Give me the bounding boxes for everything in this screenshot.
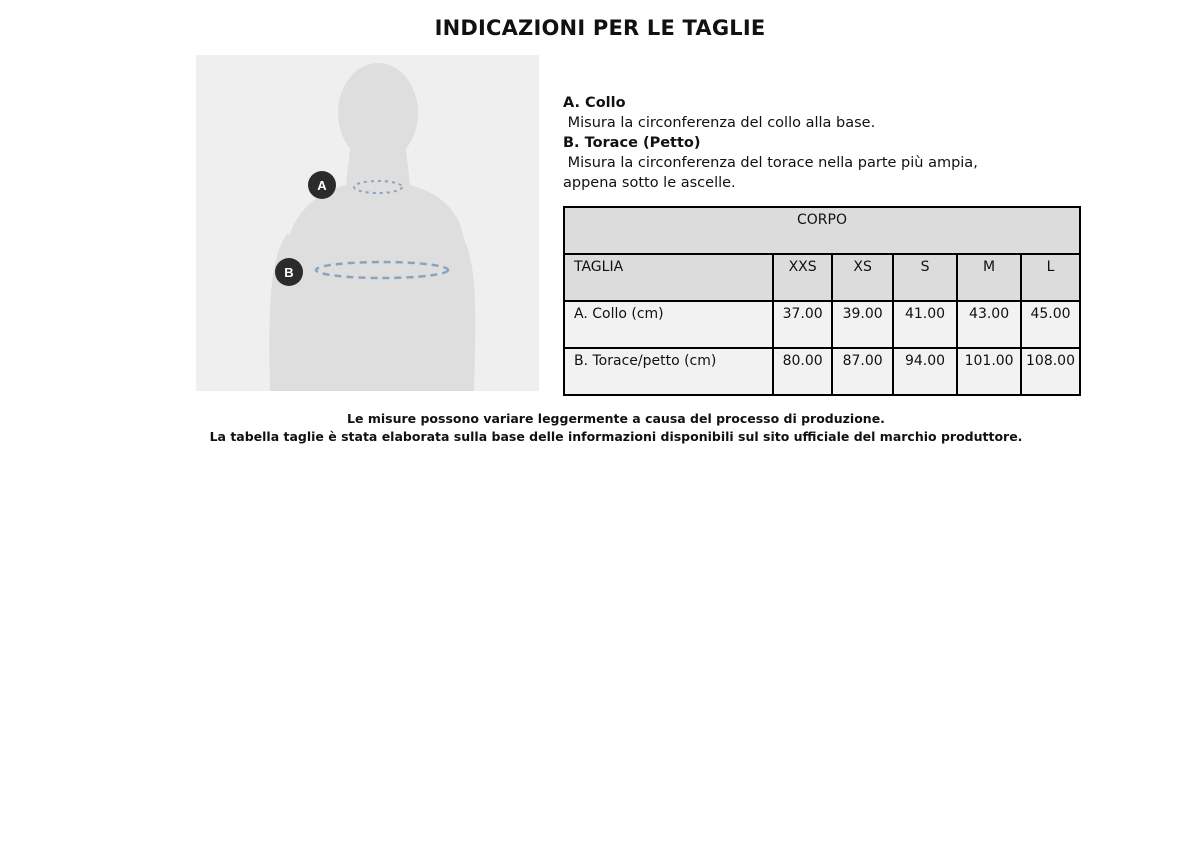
svg-text:A: A xyxy=(317,178,327,193)
table-cell: 94.00 xyxy=(893,348,957,395)
size-table xyxy=(563,206,1081,396)
table-cell: 39.00 xyxy=(832,301,892,348)
table-cell: 80.00 xyxy=(773,348,833,395)
measure-b-heading: B. Torace (Petto) xyxy=(563,135,701,151)
measurement-instructions xyxy=(563,93,1003,193)
page-title: INDICAZIONI PER LE TAGLIE xyxy=(434,16,766,40)
note-variation: Le misure possono variare leggermente a causa del processo di produzione. xyxy=(347,411,885,426)
table-cell: 108.00 xyxy=(1021,348,1080,395)
table-row xyxy=(564,348,1080,395)
body-silhouette xyxy=(196,55,539,391)
table-header-row xyxy=(564,254,1080,301)
header-s: S xyxy=(893,254,957,301)
row-label-torace: B. Torace/petto (cm) xyxy=(564,348,773,395)
table-cell: 45.00 xyxy=(1021,301,1080,348)
table-cell: 37.00 xyxy=(773,301,833,348)
table-cell: 41.00 xyxy=(893,301,957,348)
marker-b xyxy=(275,258,303,286)
note-source: La tabella taglie è stata elaborata sulla base delle informazioni disponibili sul sito ufficiale del marchio produttore. xyxy=(209,429,1023,444)
table-caption: CORPO xyxy=(564,207,1080,254)
header-m: M xyxy=(957,254,1021,301)
table-cell: 87.00 xyxy=(832,348,892,395)
footnotes xyxy=(0,410,1200,446)
table-row xyxy=(564,301,1080,348)
header-l: L xyxy=(1021,254,1080,301)
measure-a-heading: A. Collo xyxy=(563,95,626,111)
header-taglia: TAGLIA xyxy=(564,254,773,301)
header-xxs: XXS xyxy=(773,254,833,301)
marker-a xyxy=(308,171,336,199)
body-figure-image xyxy=(196,55,539,391)
table-cell: 43.00 xyxy=(957,301,1021,348)
row-label-collo: A. Collo (cm) xyxy=(564,301,773,348)
table-cell: 101.00 xyxy=(957,348,1021,395)
measure-a-text: Misura la circonferenza del collo alla base. xyxy=(563,115,876,131)
measure-b-text: Misura la circonferenza del torace nella parte più ampia, appena sotto le ascelle. xyxy=(563,155,978,191)
header-xs: XS xyxy=(832,254,892,301)
svg-text:B: B xyxy=(284,265,294,280)
